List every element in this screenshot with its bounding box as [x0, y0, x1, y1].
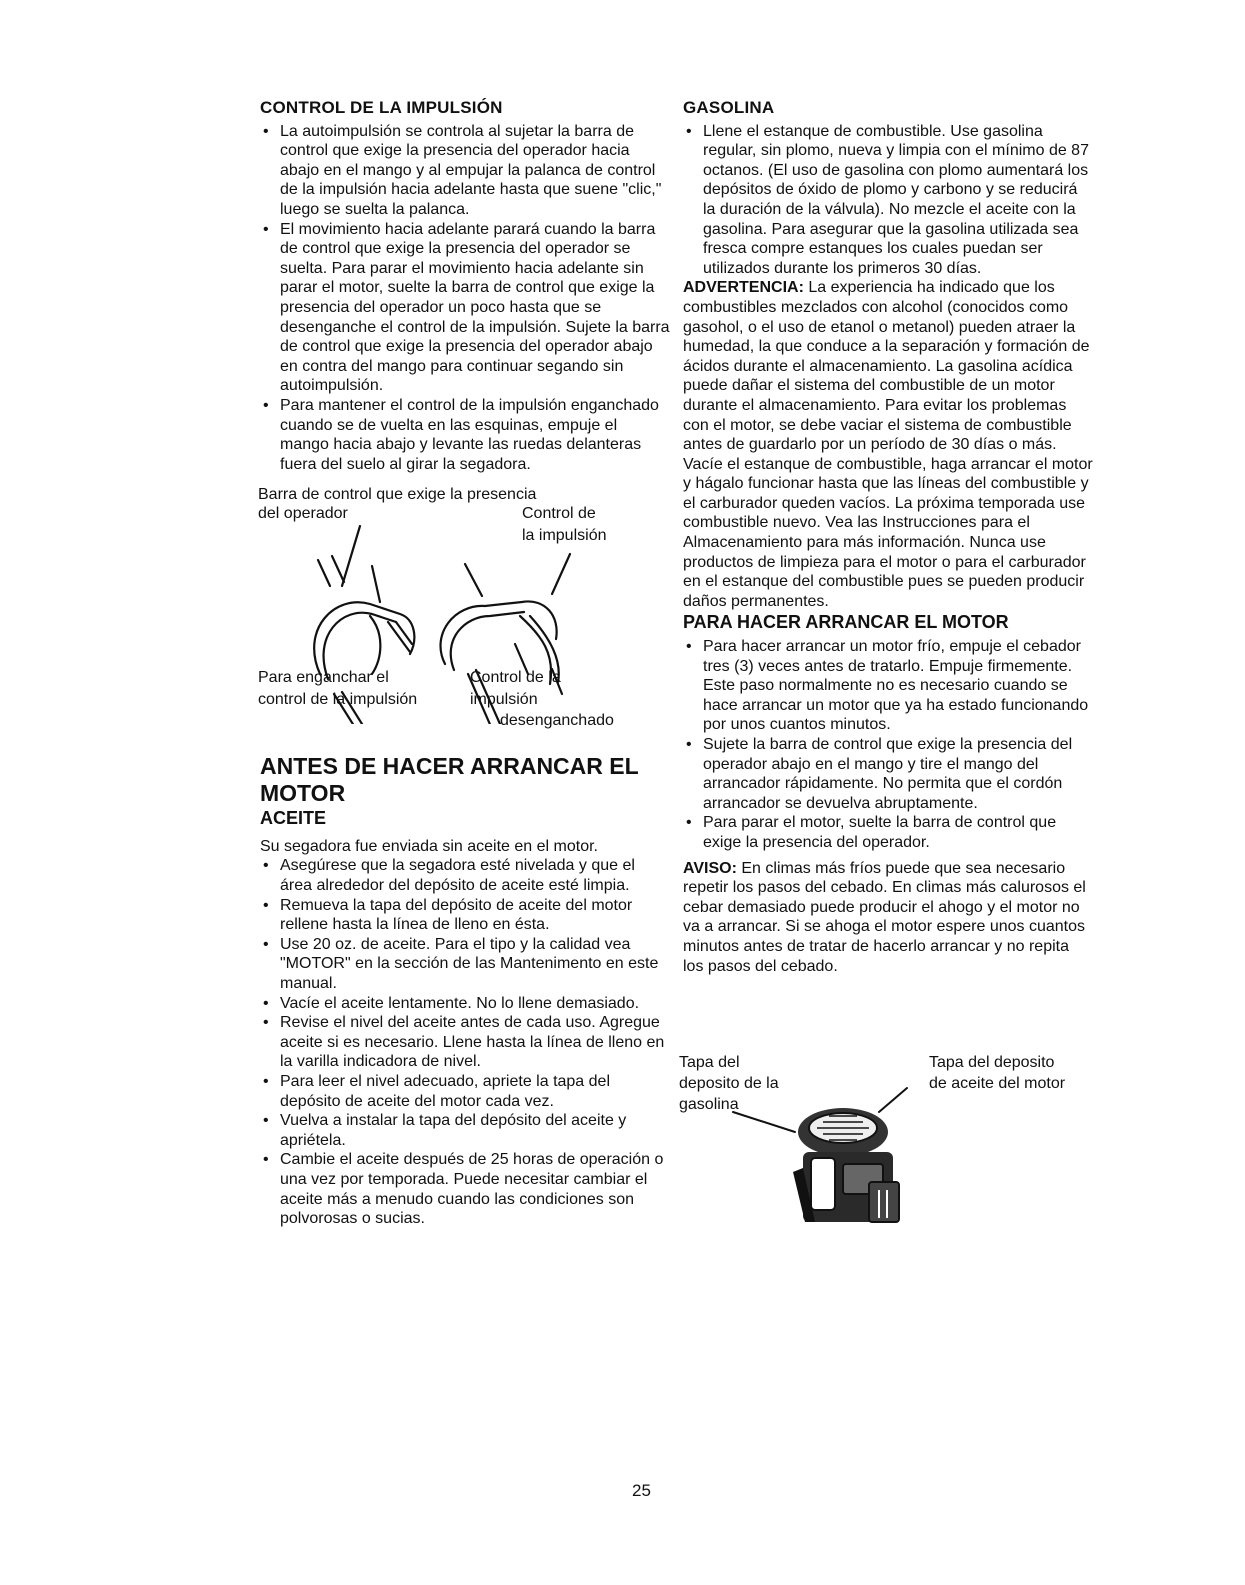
list-item: • Revise el nivel del aceite antes de cada uso. Agregue aceite si es necesario. Llene hasta la línea de lleno en la varilla indicadora de nivel. — [260, 1013, 670, 1072]
bar-label-line1: Barra de control que exige la presencia — [258, 486, 537, 504]
arrancar-heading: PARA HACER ARRANCAR EL MOTOR — [683, 612, 1009, 633]
left-column — [260, 98, 670, 1229]
list-item: • Asegúrese que la segadora esté nivelada y que el área alrededor del depósito de aceite esté limpia. — [260, 856, 670, 895]
engine-illustration — [683, 1072, 1093, 1232]
bar-label-line2: del operador — [258, 505, 348, 523]
engage-caption-line2: control de la impulsión — [258, 691, 418, 709]
list-item: • Cambie el aceite después de 25 horas de operación o una vez por temporada. Puede necesitar cambiar el aceite más a menudo cuando las condiciones son polvorosas o sucias. — [260, 1150, 670, 1228]
drive-label-line2: la impulsión — [522, 527, 607, 545]
disengaged-caption-line2: impulsión — [470, 691, 538, 709]
gas-cap-label-line1: Tapa del — [679, 1054, 740, 1072]
right-column — [679, 98, 1093, 1232]
list-item: • Sujete la barra de control que exige la presencia del operador abajo en el mango y tire el mango del arrancador rápidamente. No permita que el cordón arrancador se devuelva abruptamente. — [683, 735, 1093, 813]
gasolina-list — [683, 122, 1093, 279]
list-item: • Remueva la tapa del depósito de aceite del motor rellene hasta la línea de lleno en ésta. — [260, 896, 670, 935]
antes-heading: ANTES DE HACER ARRANCAR EL MOTOR — [260, 753, 639, 807]
engage-caption-line1: Para enganchar el — [258, 669, 389, 687]
gas-cap-label-line3: gasolina — [679, 1096, 739, 1114]
aceite-intro: Su segadora fue enviada sin aceite en el motor. — [260, 837, 598, 855]
list-item: • Para hacer arrancar un motor frío, empuje el cebador tres (3) veces antes de tratarlo. Empuje firmemente. Este paso normalmente no es necesario cuando se hace arrancar un motor que ya ha estado funcionando por unos cuantos minutos. — [683, 637, 1093, 735]
list-item: • Para mantener el control de la impulsión enganchado cuando se de vuelta en las esquinas, empuje el mango hacia abajo y levante las ruedas delanteras fuera del suelo al girar la segadora. — [260, 396, 670, 474]
list-item: • Vuelva a instalar la tapa del depósito del aceite y apriétela. — [260, 1111, 670, 1150]
oil-cap-label-line2: de aceite del motor — [929, 1075, 1066, 1093]
drive-label-line1: Control de — [522, 505, 596, 523]
gasolina-heading: GASOLINA — [683, 98, 775, 117]
list-item: • Llene el estanque de combustible. Use gasolina regular, sin plomo, nueva y limpia con el mínimo de 87 octanos. (El uso de gasolina con plomo aumentará los depósitos de óxido de plomo y carbono y se reducirá la duración de la válvula). No mezcle el aceite con la gasolina. Para asegurar que la gasolina utilizada sea fresca compre estanques los cuales puedan ser utilizados durante los primeros 30 días. — [683, 122, 1093, 279]
page-number: 25 — [632, 1481, 651, 1500]
aviso-label: AVISO: — [683, 859, 737, 877]
gas-cap-label-line2: deposito de la — [679, 1075, 779, 1093]
list-item: • Para parar el motor, suelte la barra de control que exige la presencia del operador. — [683, 813, 1093, 852]
drive-control-figure — [260, 484, 670, 749]
aviso-text: En climas más fríos puede que sea necesario repetir los pasos del cebado. En climas más calurosos el cebar demasiado puede producir el ahogo y el motor no va a arrancar. Si se ahoga el motor espere unos cuantos minutos antes de tratar de hacerlo arrancar y no repita los pasos del cebado. — [683, 859, 1086, 975]
disengaged-caption-line3: desenganchado — [500, 712, 614, 730]
arrancar-list — [683, 637, 1093, 853]
impulsion-heading: CONTROL DE LA IMPULSIÓN — [260, 98, 503, 117]
advertencia-paragraph — [683, 278, 1093, 611]
list-item: • El movimiento hacia adelante parará cuando la barra de control que exige la presencia del operador se suelta. Para parar el movimiento hacia adelante sin parar el motor, suelte la barra de control que exige la presencia del operador un poco hasta que se desenganche el control de la impulsión. Sujete la barra de control que exige la presencia del operador abajo en contra del mango para continuar segando sin autoimpulsión. — [260, 220, 670, 396]
aceite-heading: ACEITE — [260, 808, 327, 829]
aceite-list — [260, 856, 670, 1228]
impulsion-list — [260, 122, 670, 475]
list-item: • Vacíe el aceite lentamente. No lo llene demasiado. — [260, 994, 670, 1014]
aviso-paragraph — [683, 859, 1093, 977]
advertencia-label: ADVERTENCIA: — [683, 279, 804, 297]
oil-cap-label-line1: Tapa del deposito — [929, 1054, 1055, 1072]
advertencia-text: La experiencia ha indicado que los combustibles mezclados con alcohol (conocidos como gasohol, o el uso de etanol o metanol) pueden atraer la humedad, la que conduce a la separación y formación de ácidos durante el almacenamiento. La gasolina acídica puede dañar el sistema del combustible de un motor durante el almacenamiento. Para evitar los problemas con el motor, se debe vaciar el sistema de combustible antes de guardarlo por un período de 30 días o más. Vacíe el estanque de combustible, haga arrancar el motor y hágalo funcionar hasta que las líneas del combustible y el carburador queden vacíos. La próxima temporada use combustible nuevo. Vea las Instrucciones para el Almacenamiento para más información. Nunca use productos de limpieza para el motor o para el carburador en el estanque del combustible pues se pueden producir daños permanentes. — [683, 279, 1093, 610]
engine-figure — [679, 1052, 1093, 1232]
list-item: • La autoimpulsión se controla al sujetar la barra de control que exige la presencia del operador hacia abajo en el mango y al empujar la palanca de control de la impulsión hacia adelante hasta que suene "clic," luego se suelta la palanca. — [260, 122, 670, 220]
disengaged-caption-line1: Control de la — [470, 669, 561, 687]
list-item: • Para leer el nivel adecuado, apriete la tapa del depósito de aceite del motor cada vez. — [260, 1072, 670, 1111]
list-item: • Use 20 oz. de aceite. Para el tipo y la calidad vea "MOTOR" en la sección de las Mantenimento en este manual. — [260, 935, 670, 994]
